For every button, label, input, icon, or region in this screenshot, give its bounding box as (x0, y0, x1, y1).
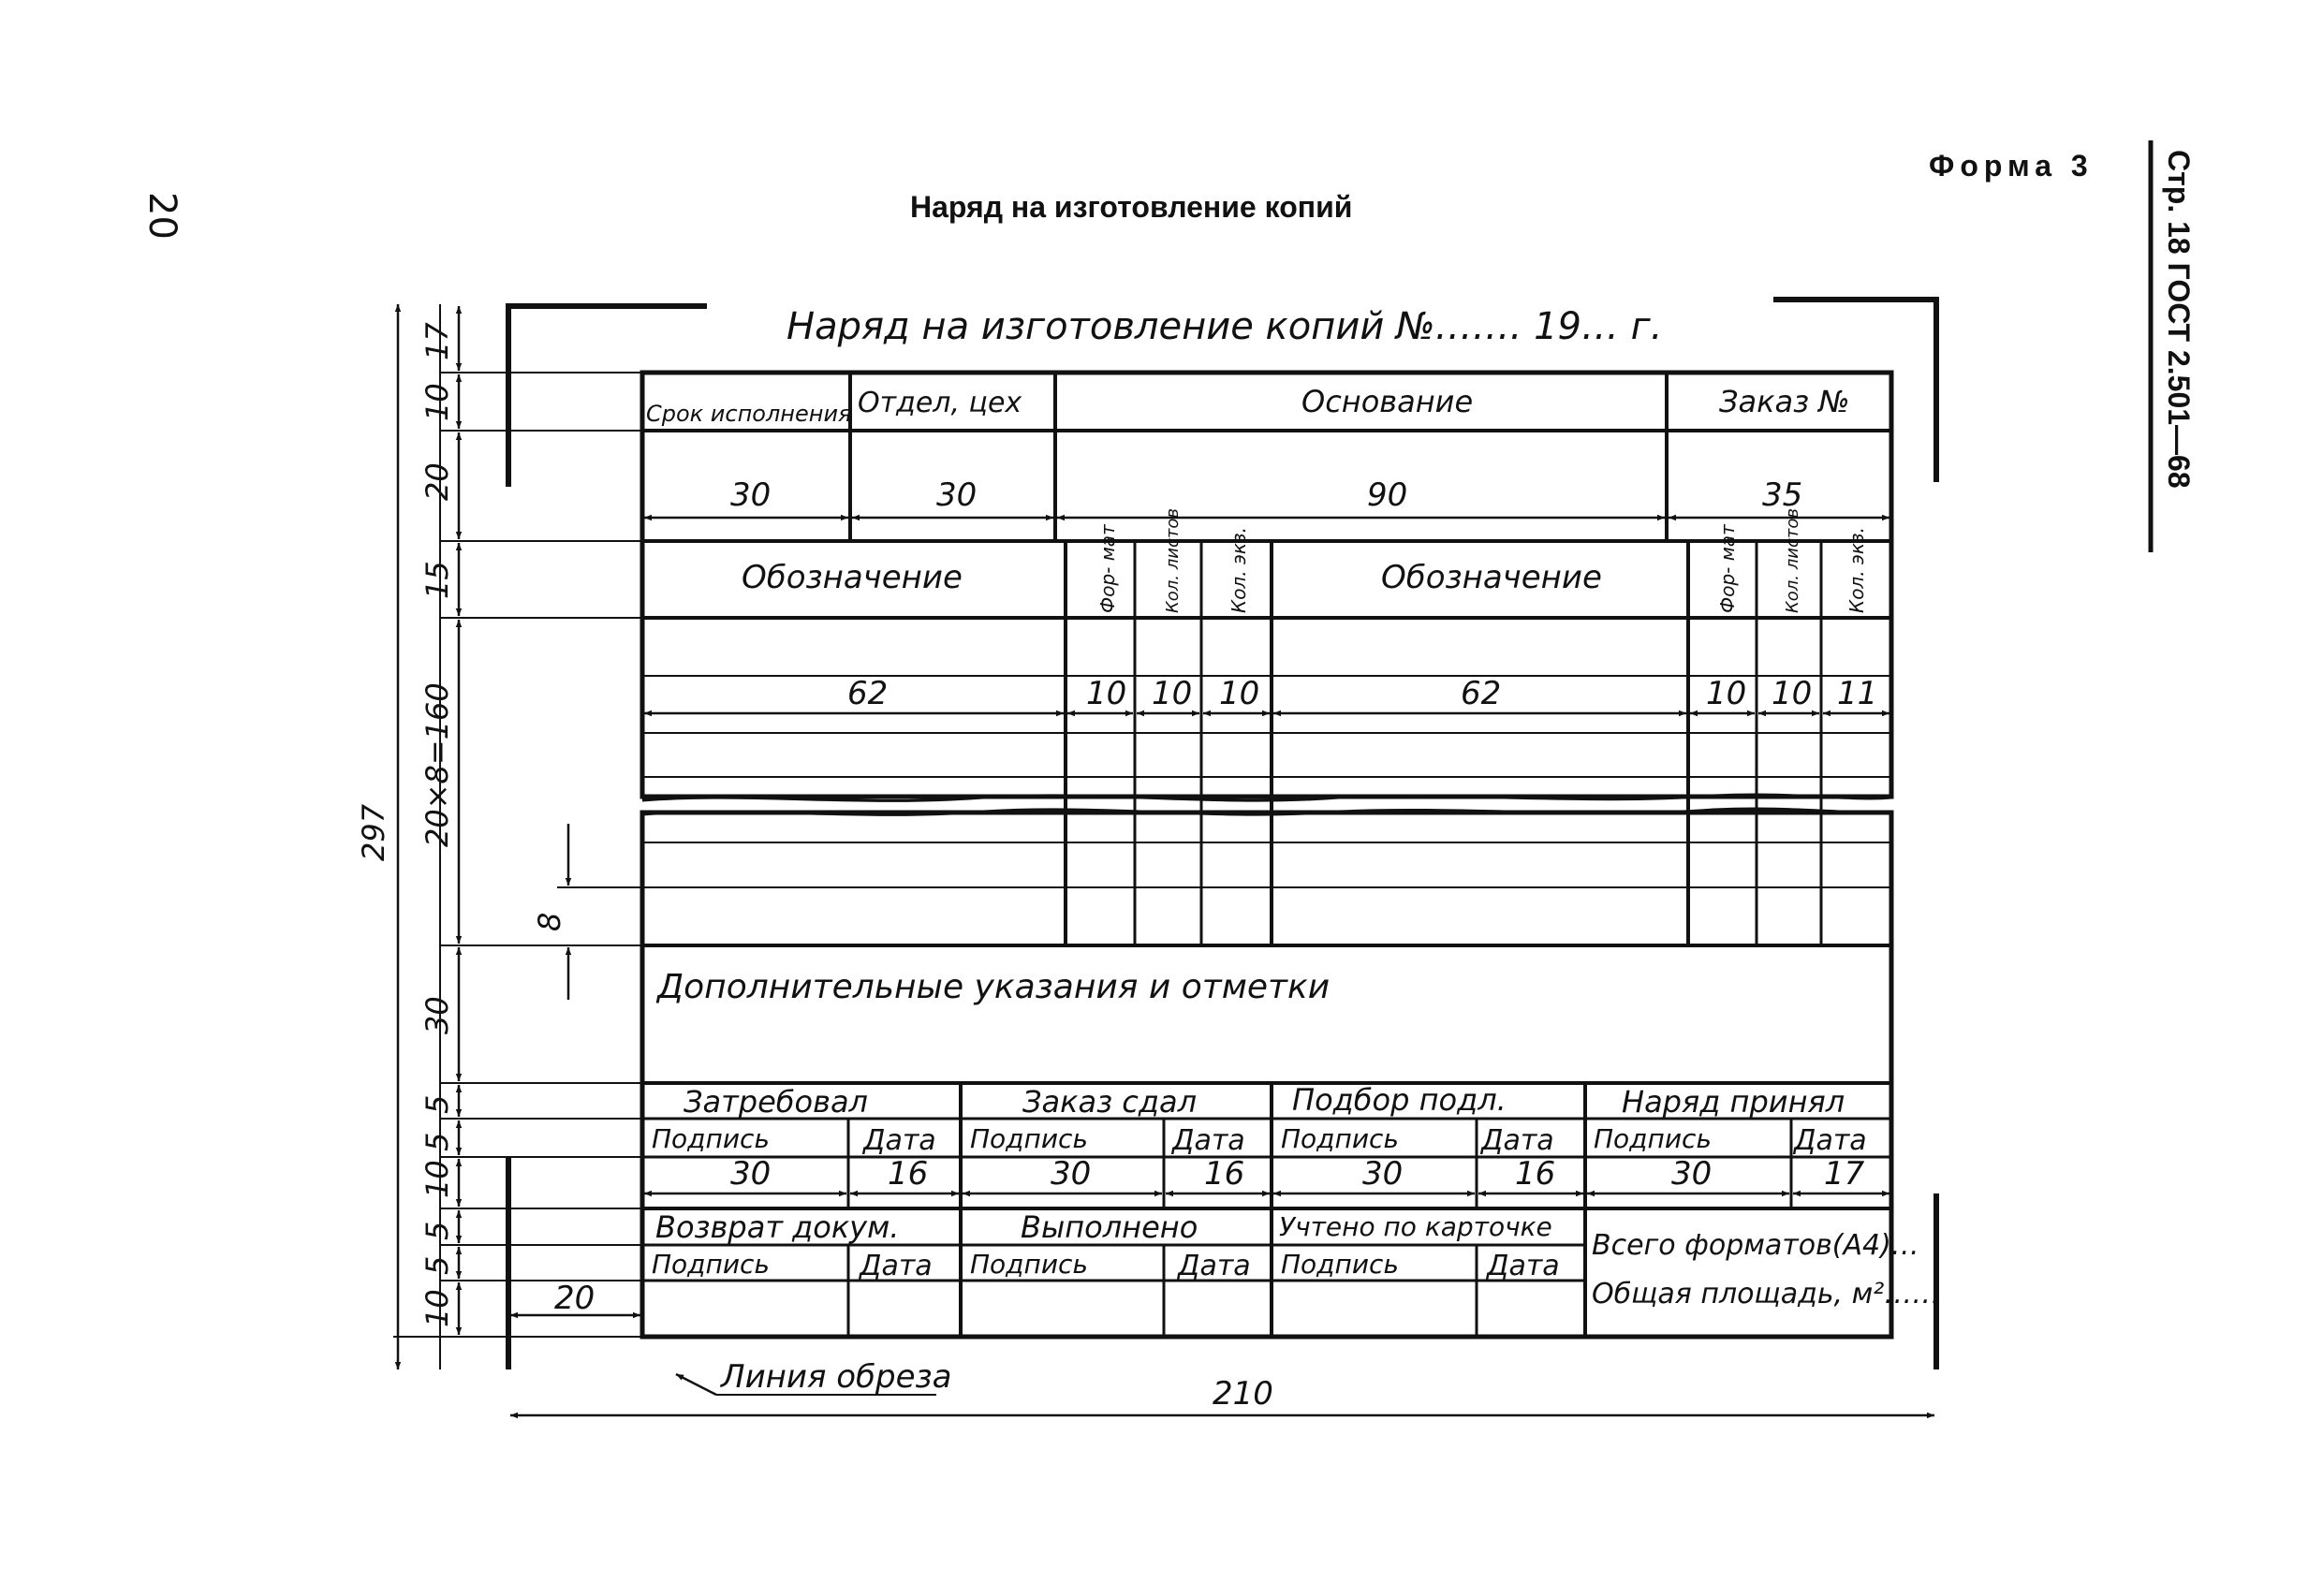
height-10-top: 10 (419, 383, 455, 421)
width-90: 90 (1367, 476, 1408, 514)
sign-width-3: 30 (1051, 1155, 1092, 1193)
order-accepted-label: Наряд принял (1622, 1084, 1845, 1120)
sign-width-2: 16 (888, 1155, 929, 1193)
cut-line-leader (676, 1374, 716, 1395)
return-docs-label: Возврат докум. (655, 1209, 900, 1245)
sign-width-7: 30 (1671, 1155, 1713, 1193)
form-heading: Наряд на изготовление копий №……. 19… г. (787, 305, 1663, 348)
table-head-designation-left: Обозначение (742, 559, 963, 596)
total-formats-label: Всего форматов(А4)… (1592, 1229, 1919, 1262)
date-label-3: Дата (1481, 1124, 1554, 1157)
width-10-sheets-left: 10 (1152, 675, 1193, 712)
form-label: Форма 3 (1929, 149, 2094, 183)
signature-label-5: Подпись (652, 1249, 770, 1280)
page-title: Наряд на изготовление копий (910, 190, 1353, 224)
table-head-copies: Кол. экз. (1228, 527, 1250, 613)
width-10-format-right: 10 (1706, 675, 1747, 712)
table-head-copies-right: Кол. экз. (1845, 527, 1868, 613)
table-head-format: Фор- мат (1096, 524, 1119, 613)
height-5-d: 5 (419, 1255, 455, 1275)
table-head-format-right: Фор- мат (1716, 524, 1739, 613)
cut-line-label: Линия обреза (721, 1358, 952, 1396)
selection-label: Подбор подл. (1292, 1082, 1507, 1118)
sign-width-6: 16 (1515, 1155, 1556, 1193)
side-label: Стр. 18 ГОСТ 2.501—68 (2162, 150, 2196, 489)
margin-width-20: 20 (554, 1280, 595, 1317)
width-10-format-left: 10 (1086, 675, 1127, 712)
height-5-c: 5 (419, 1221, 455, 1240)
width-10-sheets-right: 10 (1772, 675, 1813, 712)
sign-width-4: 16 (1204, 1155, 1245, 1193)
width-10-copies-left: 10 (1219, 675, 1260, 712)
height-10-bottom: 10 (419, 1289, 455, 1327)
recorded-label: Учтено по карточке (1279, 1211, 1552, 1242)
height-15: 15 (419, 561, 455, 599)
signature-label-6: Подпись (970, 1249, 1088, 1280)
table-head-designation-right: Обозначение (1381, 559, 1602, 596)
height-30: 30 (419, 996, 455, 1034)
width-35: 35 (1762, 476, 1803, 514)
width-30-b: 30 (936, 476, 978, 514)
additional-notes: Дополнительные указания и отметки (657, 968, 1331, 1006)
date-label-6: Дата (1178, 1250, 1251, 1282)
col-order-no: Заказ № (1719, 384, 1850, 419)
height-5-a: 5 (419, 1094, 455, 1114)
date-label-5: Дата (860, 1250, 933, 1282)
col-deadline: Срок исполнения (646, 401, 852, 427)
width-62-right: 62 (1461, 675, 1502, 712)
signature-label-7: Подпись (1281, 1249, 1399, 1280)
width-30-a: 30 (730, 476, 772, 514)
signature-label-1: Подпись (652, 1123, 770, 1154)
requested-label: Затребовал (684, 1084, 868, 1120)
table-head-sheets: Кол. листов (1163, 508, 1183, 613)
height-10-mid: 10 (419, 1160, 455, 1198)
done-label: Выполнено (1021, 1209, 1198, 1245)
height-20-top: 20 (419, 462, 455, 501)
sign-width-1: 30 (730, 1155, 772, 1193)
height-297: 297 (356, 803, 391, 861)
sign-width-5: 30 (1362, 1155, 1404, 1193)
date-label-2: Дата (1172, 1124, 1245, 1157)
order-handed-label: Заказ сдал (1022, 1084, 1198, 1120)
col-basis: Основание (1301, 384, 1474, 419)
sign-width-8: 17 (1824, 1155, 1865, 1193)
col-department: Отдел, цех (858, 387, 1022, 419)
total-area-label: Общая площадь, м²…… (1592, 1278, 1941, 1310)
date-label-7: Дата (1487, 1250, 1560, 1282)
page-number: 20 (140, 192, 184, 240)
height-5-b: 5 (419, 1132, 455, 1151)
signature-label-3: Подпись (1281, 1123, 1399, 1154)
total-width-210: 210 (1213, 1375, 1273, 1413)
signature-label-4: Подпись (1594, 1123, 1712, 1154)
date-label-4: Дата (1794, 1124, 1867, 1157)
table-head-sheets-right: Кол. листов (1783, 508, 1802, 613)
row-height-8: 8 (532, 912, 567, 931)
height-17: 17 (419, 322, 455, 360)
width-11-copies-right: 11 (1837, 675, 1878, 712)
width-62-left: 62 (847, 675, 889, 712)
date-label-1: Дата (863, 1124, 936, 1157)
height-160: 20×8=160 (419, 682, 455, 847)
signature-label-2: Подпись (970, 1123, 1088, 1154)
